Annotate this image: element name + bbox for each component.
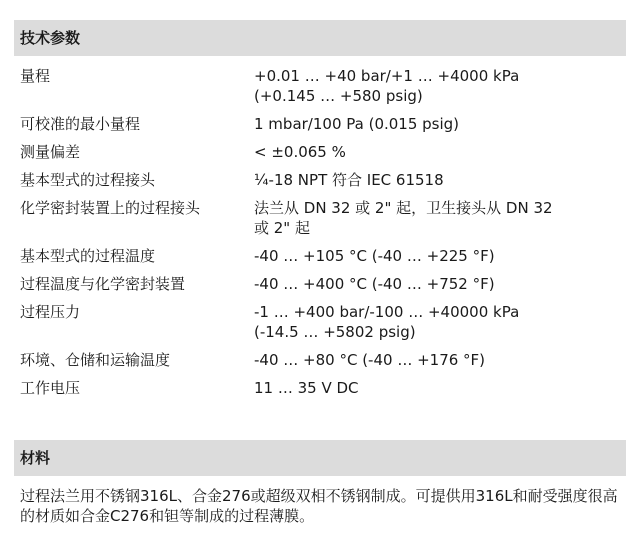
spec-row-voltage [20,378,620,398]
spec-label: 化学密封装置上的过程接头 [20,199,201,217]
spec-value: < ±0.065 % [254,143,346,161]
material-description: 过程法兰用不锈钢316L、合金276或超级双相不锈钢制成。可提供用316L和耐受强度很高的材质如合金C276和钽等制成的过程薄膜。 [20,487,618,525]
material-section-title: 材料 [20,449,51,467]
spec-row-process-pressure [20,302,620,342]
spec-row-process-connection [20,170,620,190]
spec-row-range [20,66,620,106]
spec-label: 量程 [20,67,51,85]
spec-value: 1 mbar/100 Pa (0.015 psig) [254,115,460,133]
spec-label: 测量偏差 [20,143,81,161]
specs-section-header [14,20,626,56]
spec-label: 过程温度与化学密封装置 [20,275,186,293]
spec-row-deviation [20,142,620,162]
spec-row-seal-connection [20,198,620,238]
spec-value: -40 … +80 °C (-40 … +176 °F) [254,351,486,369]
spec-label: 环境、仓储和运输温度 [20,351,171,369]
spec-value: -40 … +400 °C (-40 … +752 °F) [254,275,495,293]
spec-value: -1 … +400 bar/-100 … +40000 kPa (-14.5 … +5802 psig) [254,303,520,341]
spec-label: 可校准的最小量程 [20,115,141,133]
spec-label: 过程压力 [20,303,81,321]
specs-section-title: 技术参数 [20,29,81,47]
spec-value: 11 … 35 V DC [254,379,359,397]
spec-row-seal-temp [20,274,620,294]
spec-value: 法兰从 DN 32 或 2" 起，卫生接头从 DN 32 或 2" 起 [254,199,553,237]
spec-label: 工作电压 [20,379,81,397]
spec-row-ambient-temp [20,350,620,370]
spec-label: 基本型式的过程接头 [20,171,156,189]
material-section-header [14,440,626,476]
spec-row-process-temp [20,246,620,266]
spec-table [20,66,620,406]
spec-label: 基本型式的过程温度 [20,247,156,265]
spec-value: +0.01 … +40 bar/+1 … +4000 kPa (+0.145 … +580 psig) [254,67,520,105]
spec-value: ¼-18 NPT 符合 IEC 61518 [254,171,444,189]
spec-value: -40 … +105 °C (-40 … +225 °F) [254,247,495,265]
spec-row-min-span [20,114,620,134]
